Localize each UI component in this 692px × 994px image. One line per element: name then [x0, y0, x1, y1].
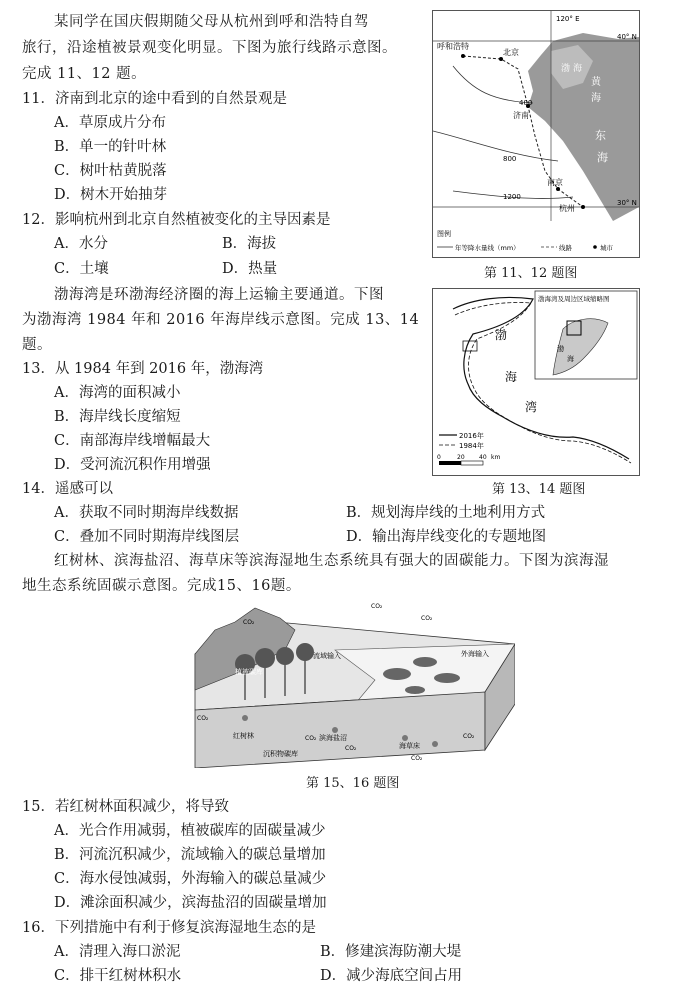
co2-label-8: CO₂ — [463, 733, 475, 740]
isohyet-label-400: 400 — [519, 99, 533, 107]
question-14-option-c[interactable]: C．叠加不同时期海岸线图层 — [54, 529, 240, 545]
legend-route: 线路 — [559, 244, 572, 252]
isohyet-label-800: 800 — [503, 155, 517, 163]
watershed-input-label: 流域输入 — [313, 652, 341, 660]
vegetation-carbon-label: 植被碳库 — [235, 668, 263, 676]
bohai-bay-svg — [433, 289, 639, 475]
intro-1-line-1: 某同学在国庆假期随父母从杭州到呼和浩特自驾 — [54, 14, 369, 30]
legend-title: 图例 — [437, 230, 451, 238]
scale-40: 40 — [479, 454, 487, 461]
city-dot-hohhot — [461, 54, 465, 58]
bay-label-bo: 渤 — [495, 328, 508, 342]
question-16-option-c[interactable]: C．排干红树林积水 — [54, 968, 182, 984]
inset-label-bo: 渤 — [557, 345, 564, 353]
question-11-stem: 11．济南到北京的途中看到的自然景观是 — [22, 91, 287, 107]
intro-3-line-2: 地生态系统固碳示意图。完成15、16题。 — [22, 578, 301, 594]
legend-city: 城市 — [600, 244, 613, 252]
co2-label-2: CO₂ — [421, 615, 433, 622]
sea-label-dong-hai: 海 — [597, 151, 608, 164]
question-15-option-d[interactable]: D．滩涂面积减少，滨海盐沼的固碳量增加 — [54, 895, 327, 911]
question-14-option-b[interactable]: B．规划海岸线的土地利用方式 — [346, 505, 546, 521]
mangrove-canopy-2 — [255, 648, 275, 668]
legend-2016: 2016年 — [459, 432, 484, 440]
rock-2 — [413, 657, 437, 667]
intro-2-line-3: 题。 — [22, 337, 52, 353]
sea-label-huang: 黄 — [591, 77, 601, 88]
question-11-option-a[interactable]: A．草原成片分布 — [54, 115, 166, 131]
question-16-option-a[interactable]: A．清理入海口淤泥 — [54, 944, 181, 960]
question-15-option-c[interactable]: C．海水侵蚀减弱，外海输入的碳总量减少 — [54, 871, 327, 887]
sediment-dot-1 — [242, 715, 248, 721]
scale-bar-black — [439, 461, 461, 465]
intro-2-line-1: 渤海湾是环渤海经济圈的海上运输主要通道。下图 — [54, 287, 384, 303]
rock-1 — [383, 668, 411, 680]
legend-isohyet: 年等降水量线（mm） — [455, 244, 520, 252]
question-13-option-a[interactable]: A．海湾的面积减小 — [54, 385, 181, 401]
city-dot-nanjing — [556, 187, 560, 191]
question-11-option-d[interactable]: D．树木开始抽芽 — [54, 187, 168, 203]
question-12-option-a[interactable]: A．水分 — [54, 236, 108, 252]
route-map-svg — [433, 11, 639, 257]
question-13-option-c[interactable]: C．南部海岸线增幅最大 — [54, 433, 211, 449]
lon-label: 120° E — [556, 15, 580, 23]
intro-1-line-3: 完成 11、12 题。 — [22, 66, 147, 82]
lat-bottom-label: 30° N — [617, 199, 637, 207]
mangrove-label: 红树林 — [233, 732, 254, 740]
question-13-option-d[interactable]: D．受河流沉积作用增强 — [54, 457, 211, 473]
rock-4 — [405, 686, 425, 694]
question-16-option-b[interactable]: B．修建滨海防潮大堤 — [320, 944, 462, 960]
co2-label-3: CO₂ — [243, 619, 255, 626]
city-label-nanjing: 南京 — [547, 178, 563, 187]
mangrove-canopy-3 — [276, 647, 294, 665]
question-11-option-c[interactable]: C．树叶枯黄脱落 — [54, 163, 167, 179]
lat-top-label: 40° N — [617, 33, 637, 41]
offshore-input-label: 外海输入 — [461, 650, 489, 658]
question-14-option-d[interactable]: D．输出海岸线变化的专题地图 — [346, 529, 547, 545]
scale-km: km — [491, 454, 501, 461]
bay-label-wan: 湾 — [525, 400, 538, 414]
question-15-stem: 15．若红树林面积减少，将导致 — [22, 799, 229, 815]
scale-0: 0 — [437, 454, 441, 461]
sea-label-dong: 东 — [595, 129, 606, 142]
sediment-dot-4 — [432, 741, 438, 747]
rock-3 — [434, 673, 460, 683]
sediment-dot-2 — [332, 727, 338, 733]
question-12-stem: 12．影响杭州到北京自然植被变化的主导因素是 — [22, 212, 331, 228]
wetland-carbon-svg — [185, 600, 515, 768]
sea-label-bo-hai: 海 — [573, 64, 583, 74]
figure-2-caption: 第 13、14 题图 — [492, 482, 586, 497]
question-13-stem: 13．从 1984 年到 2016 年，渤海湾 — [22, 361, 264, 377]
legend-city-dot — [593, 245, 597, 249]
scale-20: 20 — [457, 454, 465, 461]
question-11-option-b[interactable]: B．单一的针叶林 — [54, 139, 167, 155]
isohyet-800 — [433, 131, 558, 161]
route-map-figure — [432, 10, 640, 258]
co2-label-6: CO₂ — [345, 745, 357, 752]
intro-1-line-2: 旅行，沿途植被景观变化明显。下图为旅行线路示意图。 — [22, 40, 397, 56]
isohyet-label-1200: 1200 — [503, 193, 521, 201]
question-12-option-b[interactable]: B．海拔 — [222, 236, 277, 252]
city-label-beijing: 北京 — [503, 48, 519, 57]
city-label-jinan: 济南 — [513, 111, 529, 120]
isohyet-400 — [453, 66, 533, 103]
intro-3-line-1: 红树林、滨海盐沼、海草床等滨海湿地生态系统具有强大的固碳能力。下图为滨海湿 — [54, 553, 609, 569]
co2-label-4: CO₂ — [197, 715, 209, 722]
seagrass-label: 海草床 — [399, 742, 420, 750]
legend-1984: 1984年 — [459, 442, 484, 450]
question-12-option-c[interactable]: C．土壤 — [54, 261, 109, 277]
question-14-option-a[interactable]: A．获取不同时期海岸线数据 — [54, 505, 239, 521]
mangrove-canopy-4 — [296, 643, 314, 661]
city-dot-hangzhou — [581, 205, 585, 209]
figure-3-caption: 第 15、16 题图 — [306, 776, 400, 791]
inset-label-hai: 海 — [567, 355, 574, 363]
city-dot-beijing — [499, 57, 503, 61]
salt-marsh-label: 滨海盐沼 — [319, 734, 347, 742]
inset-title: 渤海湾及周边区域缩略图 — [538, 295, 610, 303]
city-label-hangzhou: 杭州 — [559, 204, 575, 213]
question-12-option-d[interactable]: D．热量 — [222, 261, 278, 277]
question-15-option-a[interactable]: A．光合作用减弱，植被碳库的固碳量减少 — [54, 823, 326, 839]
co2-label-7: CO₂ — [411, 755, 423, 762]
sea-label-bo: 渤 — [561, 64, 571, 74]
intro-2-line-2: 为渤海湾 1984 年和 2016 年海岸线示意图。完成 13、14 — [22, 312, 420, 328]
question-16-option-d[interactable]: D．减少海底空间占用 — [320, 968, 463, 984]
sea-label-huang-hai: 海 — [591, 93, 601, 104]
sediment-carbon-label: 沉积物碳库 — [263, 750, 298, 758]
figure-1-caption: 第 11、12 题图 — [484, 266, 578, 281]
wetland-carbon-figure — [185, 600, 515, 768]
bay-label-hai: 海 — [505, 370, 518, 384]
co2-label-1: CO₂ — [371, 603, 383, 610]
bohai-bay-figure — [432, 288, 640, 476]
question-14-stem: 14．遥感可以 — [22, 481, 113, 497]
scale-bar-white — [461, 461, 483, 465]
question-16-stem: 16．下列措施中有利于修复滨海湿地生态的是 — [22, 920, 316, 936]
sediment-dot-3 — [402, 735, 408, 741]
co2-label-5: CO₂ — [305, 735, 317, 742]
question-15-option-b[interactable]: B．河流沉积减少，流域输入的碳总量增加 — [54, 847, 326, 863]
city-label-hohhot: 呼和浩特 — [437, 42, 469, 51]
question-13-option-b[interactable]: B．海岸线长度缩短 — [54, 409, 181, 425]
